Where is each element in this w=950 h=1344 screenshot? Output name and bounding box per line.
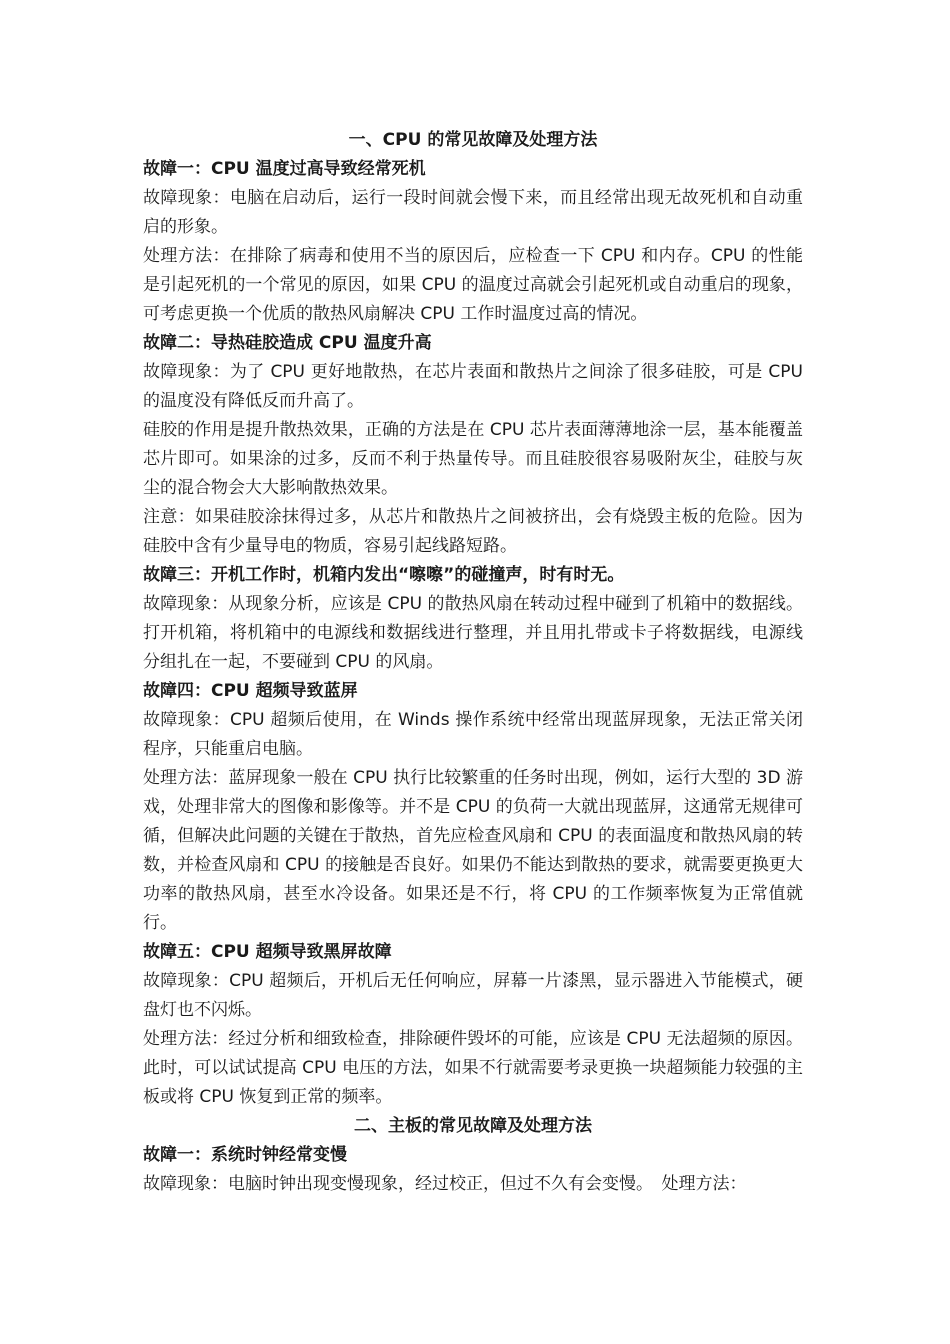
paragraph: 处理方法：蓝屏现象一般在 CPU 执行比较繁重的任务时出现，例如，运行大型的 3D 游戏，处理非常大的图像和影像等。并不是 CPU 的负荷一大就出现蓝屏，这通常无规律可循，但解决此问题的关键在于散热，首先应检查风扇和 CPU 的表面温度和散热风扇的转数，并检查风扇和 CPU 的接触是否良好。如果仍不能达到散热的要求，就需要更换更大功率的散热风扇，甚至水冷设备。如果还是不行，将 CPU 的工作频率恢复为正常值就行。 bbox=[143, 768, 803, 933]
fault-heading: 故障二：导热硅胶造成 CPU 温度升高 bbox=[143, 333, 432, 353]
paragraph: 硅胶的作用是提升散热效果，正确的方法是在 CPU 芯片表面薄薄地涂一层，基本能覆盖芯片即可。如果涂的过多，反而不利于热量传导。而且硅胶很容易吸附灰尘，硅胶与灰尘的混合物会大大影响散热效果。 bbox=[143, 420, 803, 498]
paragraph: 处理方法：在排除了病毒和使用不当的原因后，应检查一下 CPU 和内存。CPU 的性能是引起死机的一个常见的原因，如果 CPU 的温度过高就会引起死机或自动重启的现象，可考虑更换一个优质的散热风扇解决 CPU 工作时温度过高的情况。 bbox=[143, 246, 803, 324]
section-cpu bbox=[143, 126, 803, 1112]
fault-heading: 故障五：CPU 超频导致黑屏故障 bbox=[143, 942, 392, 962]
paragraph: 故障现象：为了 CPU 更好地散热，在芯片表面和散热片之间涂了很多硅胶，可是 CPU 的温度没有降低反而升高了。 bbox=[143, 362, 803, 411]
paragraph: 故障现象：电脑时钟出现变慢现象，经过校正，但过不久有会变慢。 处理方法： bbox=[143, 1174, 747, 1194]
paragraph: 故障现象：CPU 超频后使用，在 Winds 操作系统中经常出现蓝屏现象，无法正常关闭程序，只能重启电脑。 bbox=[143, 710, 803, 759]
paragraph: 注意：如果硅胶涂抹得过多，从芯片和散热片之间被挤出，会有烧毁主板的危险。因为硅胶中含有少量导电的物质，容易引起线路短路。 bbox=[143, 507, 803, 556]
section-motherboard bbox=[143, 1112, 803, 1199]
section-title: 二、主板的常见故障及处理方法 bbox=[354, 1116, 592, 1136]
paragraph: 故障现象：CPU 超频后，开机后无任何响应，屏幕一片漆黑，显示器进入节能模式，硬盘灯也不闪烁。 bbox=[143, 971, 803, 1020]
document-page bbox=[143, 126, 803, 1199]
fault-heading: 故障一：CPU 温度过高导致经常死机 bbox=[143, 159, 426, 179]
paragraph: 故障现象：电脑在启动后，运行一段时间就会慢下来，而且经常出现无故死机和自动重启的形象。 bbox=[143, 188, 803, 237]
fault-heading: 故障四：CPU 超频导致蓝屏 bbox=[143, 681, 358, 701]
fault-heading: 故障三：开机工作时，机箱内发出“嚓嚓”的碰撞声，时有时无。 bbox=[143, 565, 625, 585]
paragraph: 故障现象：从现象分析，应该是 CPU 的散热风扇在转动过程中碰到了机箱中的数据线。打开机箱，将机箱中的电源线和数据线进行整理，并且用扎带或卡子将数据线，电源线分组扎在一起，不要碰到 CPU 的风扇。 bbox=[143, 594, 803, 672]
section-title: 一、CPU 的常见故障及处理方法 bbox=[348, 130, 598, 150]
paragraph: 处理方法：经过分析和细致检查，排除硬件毁坏的可能，应该是 CPU 无法超频的原因。此时，可以试试提高 CPU 电压的方法，如果不行就需要考录更换一块超频能力较强的主板或将 CPU 恢复到正常的频率。 bbox=[143, 1029, 803, 1107]
fault-heading: 故障一：系统时钟经常变慢 bbox=[143, 1145, 347, 1165]
